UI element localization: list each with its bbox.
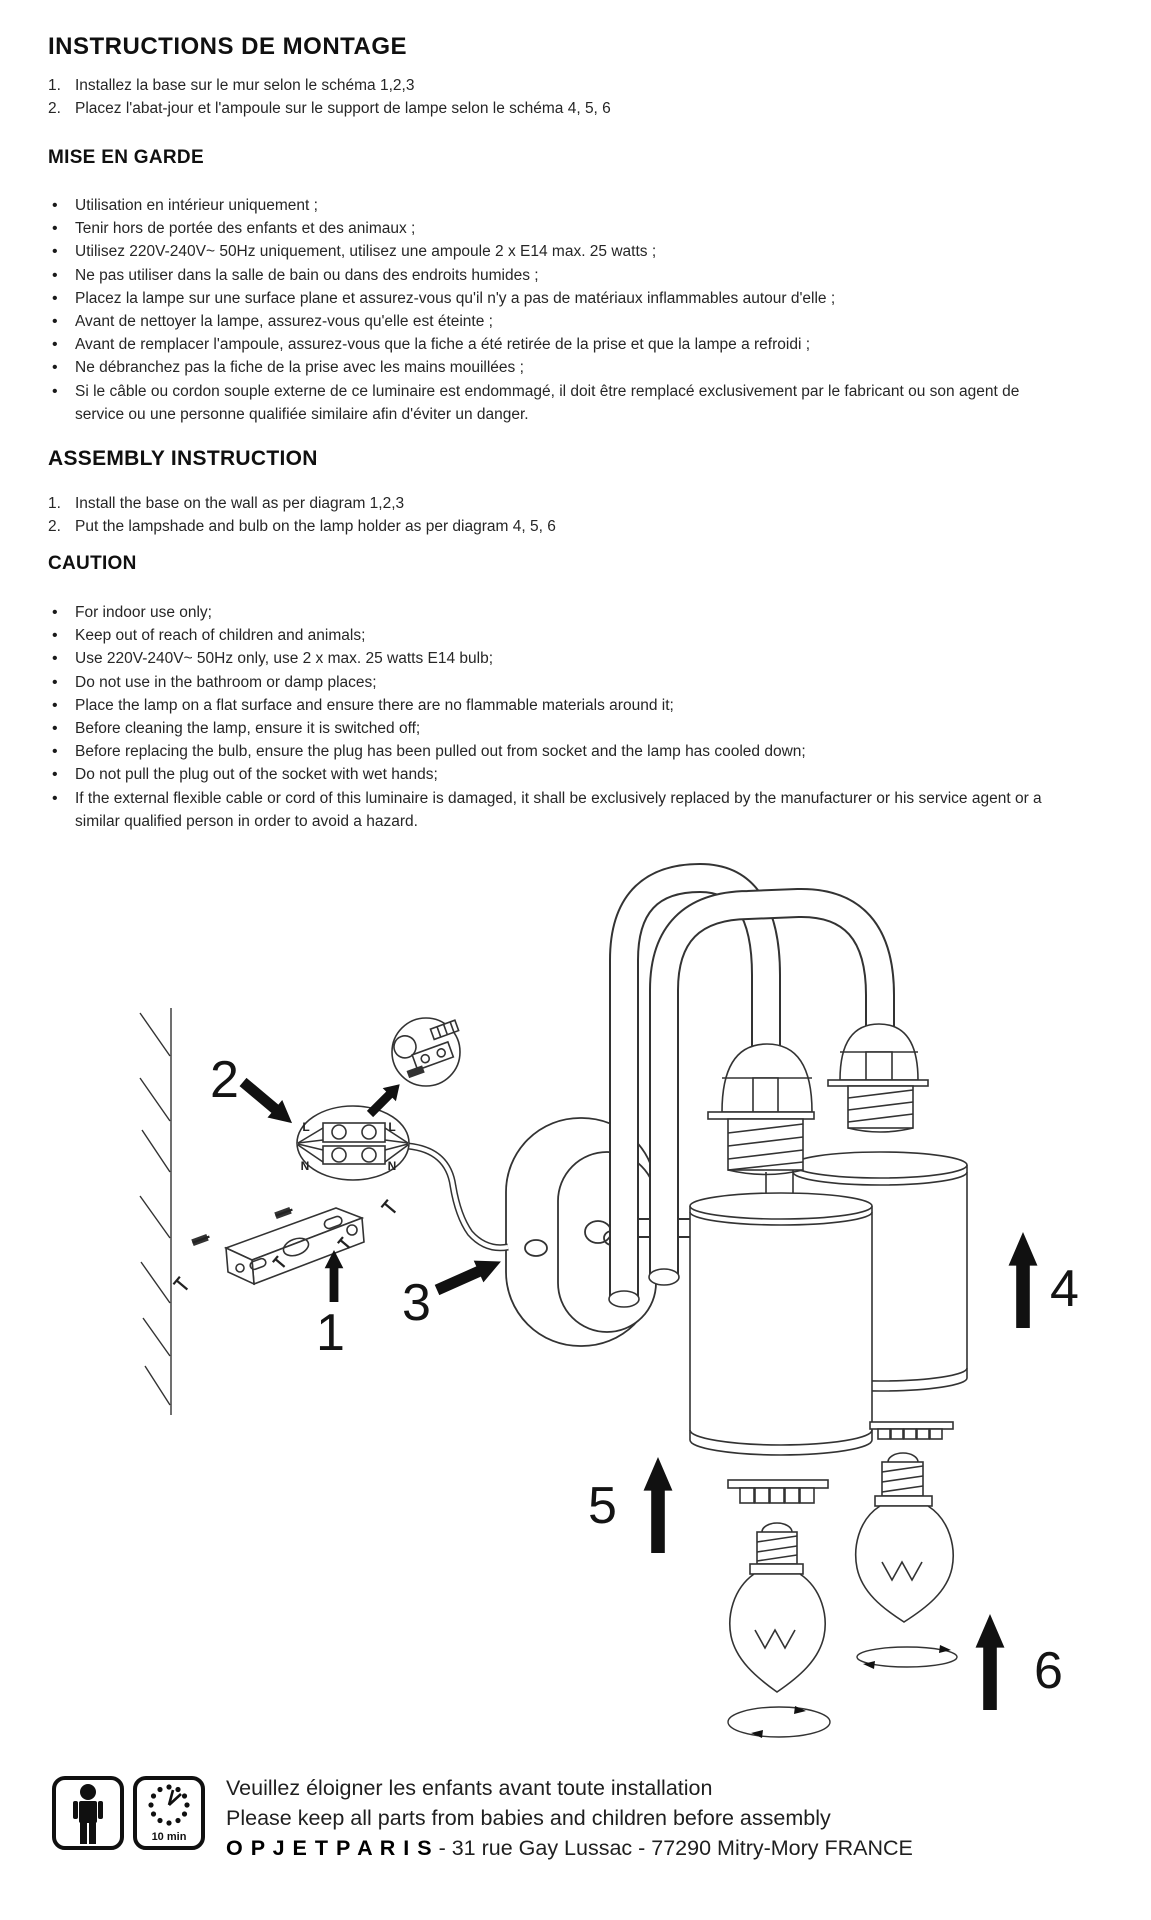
socket-ring-right [870,1422,953,1439]
caution-item: • For indoor use only; [48,601,1053,624]
wiring-detail-circle [391,1017,468,1086]
footer [0,1770,1151,1880]
footer-warning-en: Please keep all parts from babies and children before assembly [226,1806,831,1830]
step-label-4: 4 [1050,1260,1079,1318]
rotate-indicator-left [728,1706,830,1738]
step-4-arrow [1009,1232,1038,1328]
steps-fr [48,74,1053,120]
caution-item: • Before replacing the bulb, ensure the plug has been pulled out from socket and the lamp has cooled down; [48,740,1053,763]
caution-item: • Keep out of reach of children and animals; [48,624,1053,647]
warning-item: • Tenir hors de portée des enfants et des animaux ; [48,217,1053,240]
warning-item: • Utilisez 220V-240V~ 50Hz uniquement, utilisez une ampoule 2 x E14 max. 25 watts ; [48,240,1053,263]
warning-item: • Avant de nettoyer la lampe, assurez-vous qu'elle est éteinte ; [48,310,1053,333]
terminal-label-n-left: N [300,1159,310,1173]
step-2-arrow [236,1073,300,1132]
bulb-right [856,1453,953,1622]
step-number: 1. [48,77,61,94]
step-item [48,74,1053,97]
step-item [48,492,1053,515]
warning-item: • Placez la lampe sur une surface plane et assurez-vous qu'il n'y a pas de matériaux inflammables autour d'elle ; [48,287,1053,310]
heading-mise-en-garde: MISE EN GARDE [48,147,204,168]
junction-box [297,1106,409,1180]
brand-name: O P J E T P A R I S [226,1836,433,1860]
step-text: Installez la base sur le mur selon le schéma 1,2,3 [75,77,415,94]
footer-warning-fr: Veuillez éloigner les enfants avant toute installation [226,1776,713,1800]
step-item [48,97,1053,120]
warning-item: • Ne pas utiliser dans la salle de bain ou dans des endroits humides ; [48,264,1053,287]
caution-item: • If the external flexible cable or cord of this luminaire is damaged, it shall be exclusively replaced by the manufacturer or his service agent or a similar qualified person in order to avoid a hazard. [48,787,1053,833]
socket-ring-left [728,1480,828,1503]
step-text: Put the lampshade and bulb on the lamp holder as per diagram 4, 5, 6 [75,518,556,536]
step-label-1: 1 [316,1304,345,1362]
assembly-time-label: 10 min [151,1831,187,1843]
step-label-3: 3 [402,1274,431,1332]
lampshade-left [690,1193,872,1455]
step-5-arrow [644,1457,673,1553]
terminal-label-l-right: L [388,1120,396,1134]
power-cable [408,1146,508,1248]
assembly-diagram [0,828,1151,1770]
assembly-time-clock-icon [133,1776,205,1850]
step-label-6: 6 [1034,1642,1063,1700]
footer-address-line [226,1833,913,1863]
mounting-bracket [226,1208,364,1284]
caution-item: • Use 220V-240V~ 50Hz only, use 2 x max. 25 watts E14 bulb; [48,647,1053,670]
step-text: Install the base on the wall as per diagram 1,2,3 [75,495,405,512]
wall [140,1008,171,1415]
terminal-label-n-right: N [387,1159,397,1173]
heading-caution: CAUTION [48,553,137,574]
warning-item: • Si le câble ou cordon souple externe de ce luminaire est endommagé, il doit être remplacé exclusivement par le fabricant ou son agent de service ou une personne qualifiée similaire afin d'éviter un danger. [48,380,1053,426]
step-3-arrow [432,1251,506,1301]
step-number: 2. [48,100,61,118]
caution-item: • Place the lamp on a flat surface and ensure there are no flammable materials around it; [48,694,1053,717]
bulb-left [730,1523,825,1692]
terminal-label-l-left: L [302,1120,310,1134]
steps-en [48,492,1053,538]
warning-item: • Utilisation en intérieur uniquement ; [48,194,1053,217]
lamp-holder-right [828,1024,928,1132]
warnings-fr [48,194,1053,426]
step-1-arrow [325,1250,344,1302]
step-label-5: 5 [588,1477,617,1535]
step-text: Placez l'abat-jour et l'ampoule sur le support de lampe selon le schéma 4, 5, 6 [75,100,611,118]
warnings-en [48,601,1053,833]
rotate-indicator-right [857,1645,957,1669]
step-6-arrow [976,1614,1005,1710]
caution-item: • Before cleaning the lamp, ensure it is switched off; [48,717,1053,740]
step-number: 1. [48,495,61,512]
caution-item: • Do not pull the plug out of the socket with wet hands; [48,763,1053,786]
step-item [48,515,1053,538]
warning-item: • Ne débranchez pas la fiche de la prise avec les mains mouillées ; [48,356,1053,379]
keep-away-person-icon [52,1776,124,1850]
warning-item: • Avant de remplacer l'ampoule, assurez-vous que la fiche a été retirée de la prise et que la lampe a refroidi ; [48,333,1053,356]
caution-item: • Do not use in the bathroom or damp places; [48,671,1053,694]
title-fr: INSTRUCTIONS DE MONTAGE [48,33,408,60]
step-number: 2. [48,518,61,536]
step-label-2: 2 [210,1051,239,1109]
title-en: ASSEMBLY INSTRUCTION [48,447,318,470]
brand-address: - 31 rue Gay Lussac - 77290 Mitry-Mory FRANCE [432,1836,913,1860]
footer-text [226,1773,913,1863]
